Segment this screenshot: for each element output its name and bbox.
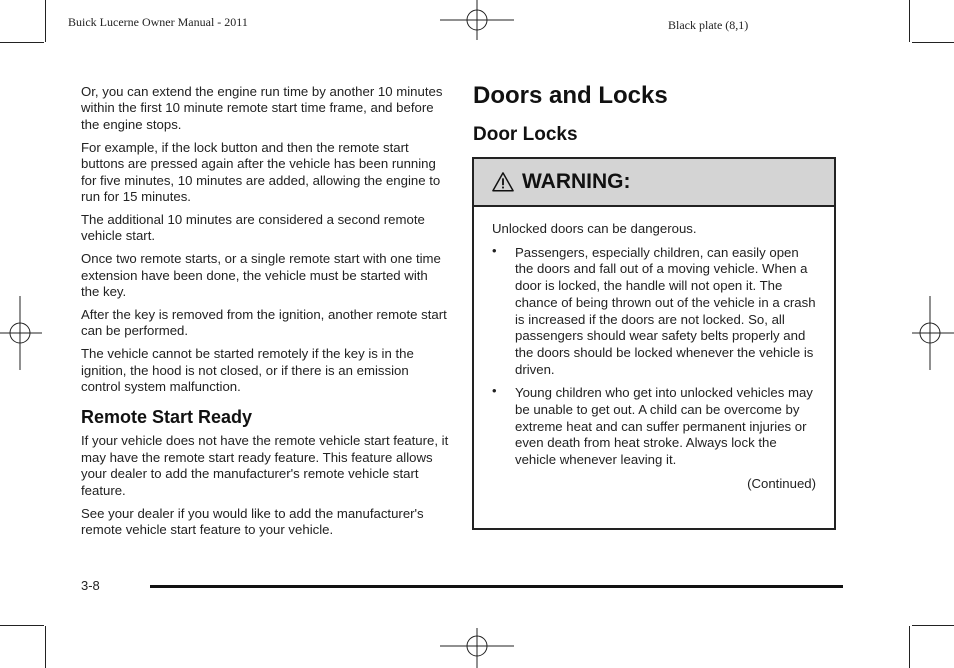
section-title: Doors and Locks bbox=[473, 82, 668, 109]
body-paragraph: Once two remote starts, or a single remote start with one time extension have been done, the vehicle must be started with the key. bbox=[81, 251, 441, 299]
crop-mark bbox=[909, 0, 910, 42]
crop-mark bbox=[909, 626, 910, 668]
body-paragraph: If your vehicle does not have the remote vehicle start feature, it may have the remote start ready feature. This feature allows your dealer to add the manufacturer's remote vehicle start feature. bbox=[81, 433, 449, 498]
body-paragraph: For example, if the lock button and then the remote start buttons are pressed again after the vehicle has been running for five minutes, 10 minutes are added, allowing the engine to run for 15 minutes. bbox=[81, 139, 441, 204]
section-subtitle: Door Locks bbox=[473, 124, 578, 145]
warning-body bbox=[474, 207, 834, 493]
crop-mark bbox=[45, 0, 46, 42]
list-item bbox=[492, 385, 816, 469]
body-paragraph: The vehicle cannot be started remotely if the key is in the ignition, the hood is not closed, or if there is an emission control system malfunction. bbox=[81, 346, 414, 394]
warning-box bbox=[472, 157, 836, 530]
registration-mark-icon bbox=[0, 296, 46, 372]
body-paragraph: After the key is removed from the ignition, another remote start can be performed. bbox=[81, 306, 447, 339]
list-item-text: Young children who get into unlocked vehicles may be unable to get out. A child can be overcome by extreme heat and can suffer permanent injuries or even death from heat stroke. Always lock the vehicle whenever leaving it. bbox=[515, 385, 813, 468]
registration-mark-icon bbox=[908, 296, 954, 372]
warning-header bbox=[474, 159, 834, 207]
crop-mark bbox=[912, 42, 954, 43]
warning-intro: Unlocked doors can be dangerous. bbox=[492, 221, 697, 236]
registration-mark-icon bbox=[440, 0, 516, 44]
warning-triangle-icon bbox=[492, 171, 514, 193]
bullet-icon: • bbox=[492, 383, 497, 399]
continued-label: (Continued) bbox=[747, 475, 816, 491]
bullet-icon: • bbox=[492, 242, 497, 258]
subsection-heading: Remote Start Ready bbox=[81, 407, 253, 428]
left-column bbox=[81, 84, 449, 545]
crop-mark bbox=[0, 625, 44, 626]
registration-mark-icon bbox=[440, 624, 516, 668]
warning-label: WARNING: bbox=[522, 170, 631, 193]
crop-mark bbox=[0, 42, 44, 43]
footer-rule bbox=[150, 585, 843, 588]
warning-list bbox=[492, 242, 816, 469]
right-column bbox=[473, 80, 837, 147]
body-paragraph: See your dealer if you would like to add the manufacturer's remote vehicle start feature to your vehicle. bbox=[81, 505, 424, 537]
header-manual-title: Buick Lucerne Owner Manual - 2011 bbox=[68, 15, 248, 29]
body-paragraph: The additional 10 minutes are considered a second remote vehicle start. bbox=[81, 211, 425, 244]
crop-mark bbox=[45, 626, 46, 668]
list-item-text: Passengers, especially children, can easily open the doors and fall out of a moving vehicle. When a door is locked, the handle will not open it. The chance of being thrown out of the vehicle in a crash is increased if the doors are not locked. So, all passengers should wear safety belts properly and the doors should be locked whenever the vehicle is driven. bbox=[515, 244, 816, 377]
page-number: 3-8 bbox=[81, 578, 100, 593]
header-plate-label: Black plate (8,1) bbox=[668, 18, 749, 32]
crop-mark bbox=[912, 625, 954, 626]
list-item bbox=[492, 242, 816, 379]
body-paragraph: Or, you can extend the engine run time by another 10 minutes within the first 10 minute remote start time frame, and before the engine stops. bbox=[81, 84, 443, 132]
